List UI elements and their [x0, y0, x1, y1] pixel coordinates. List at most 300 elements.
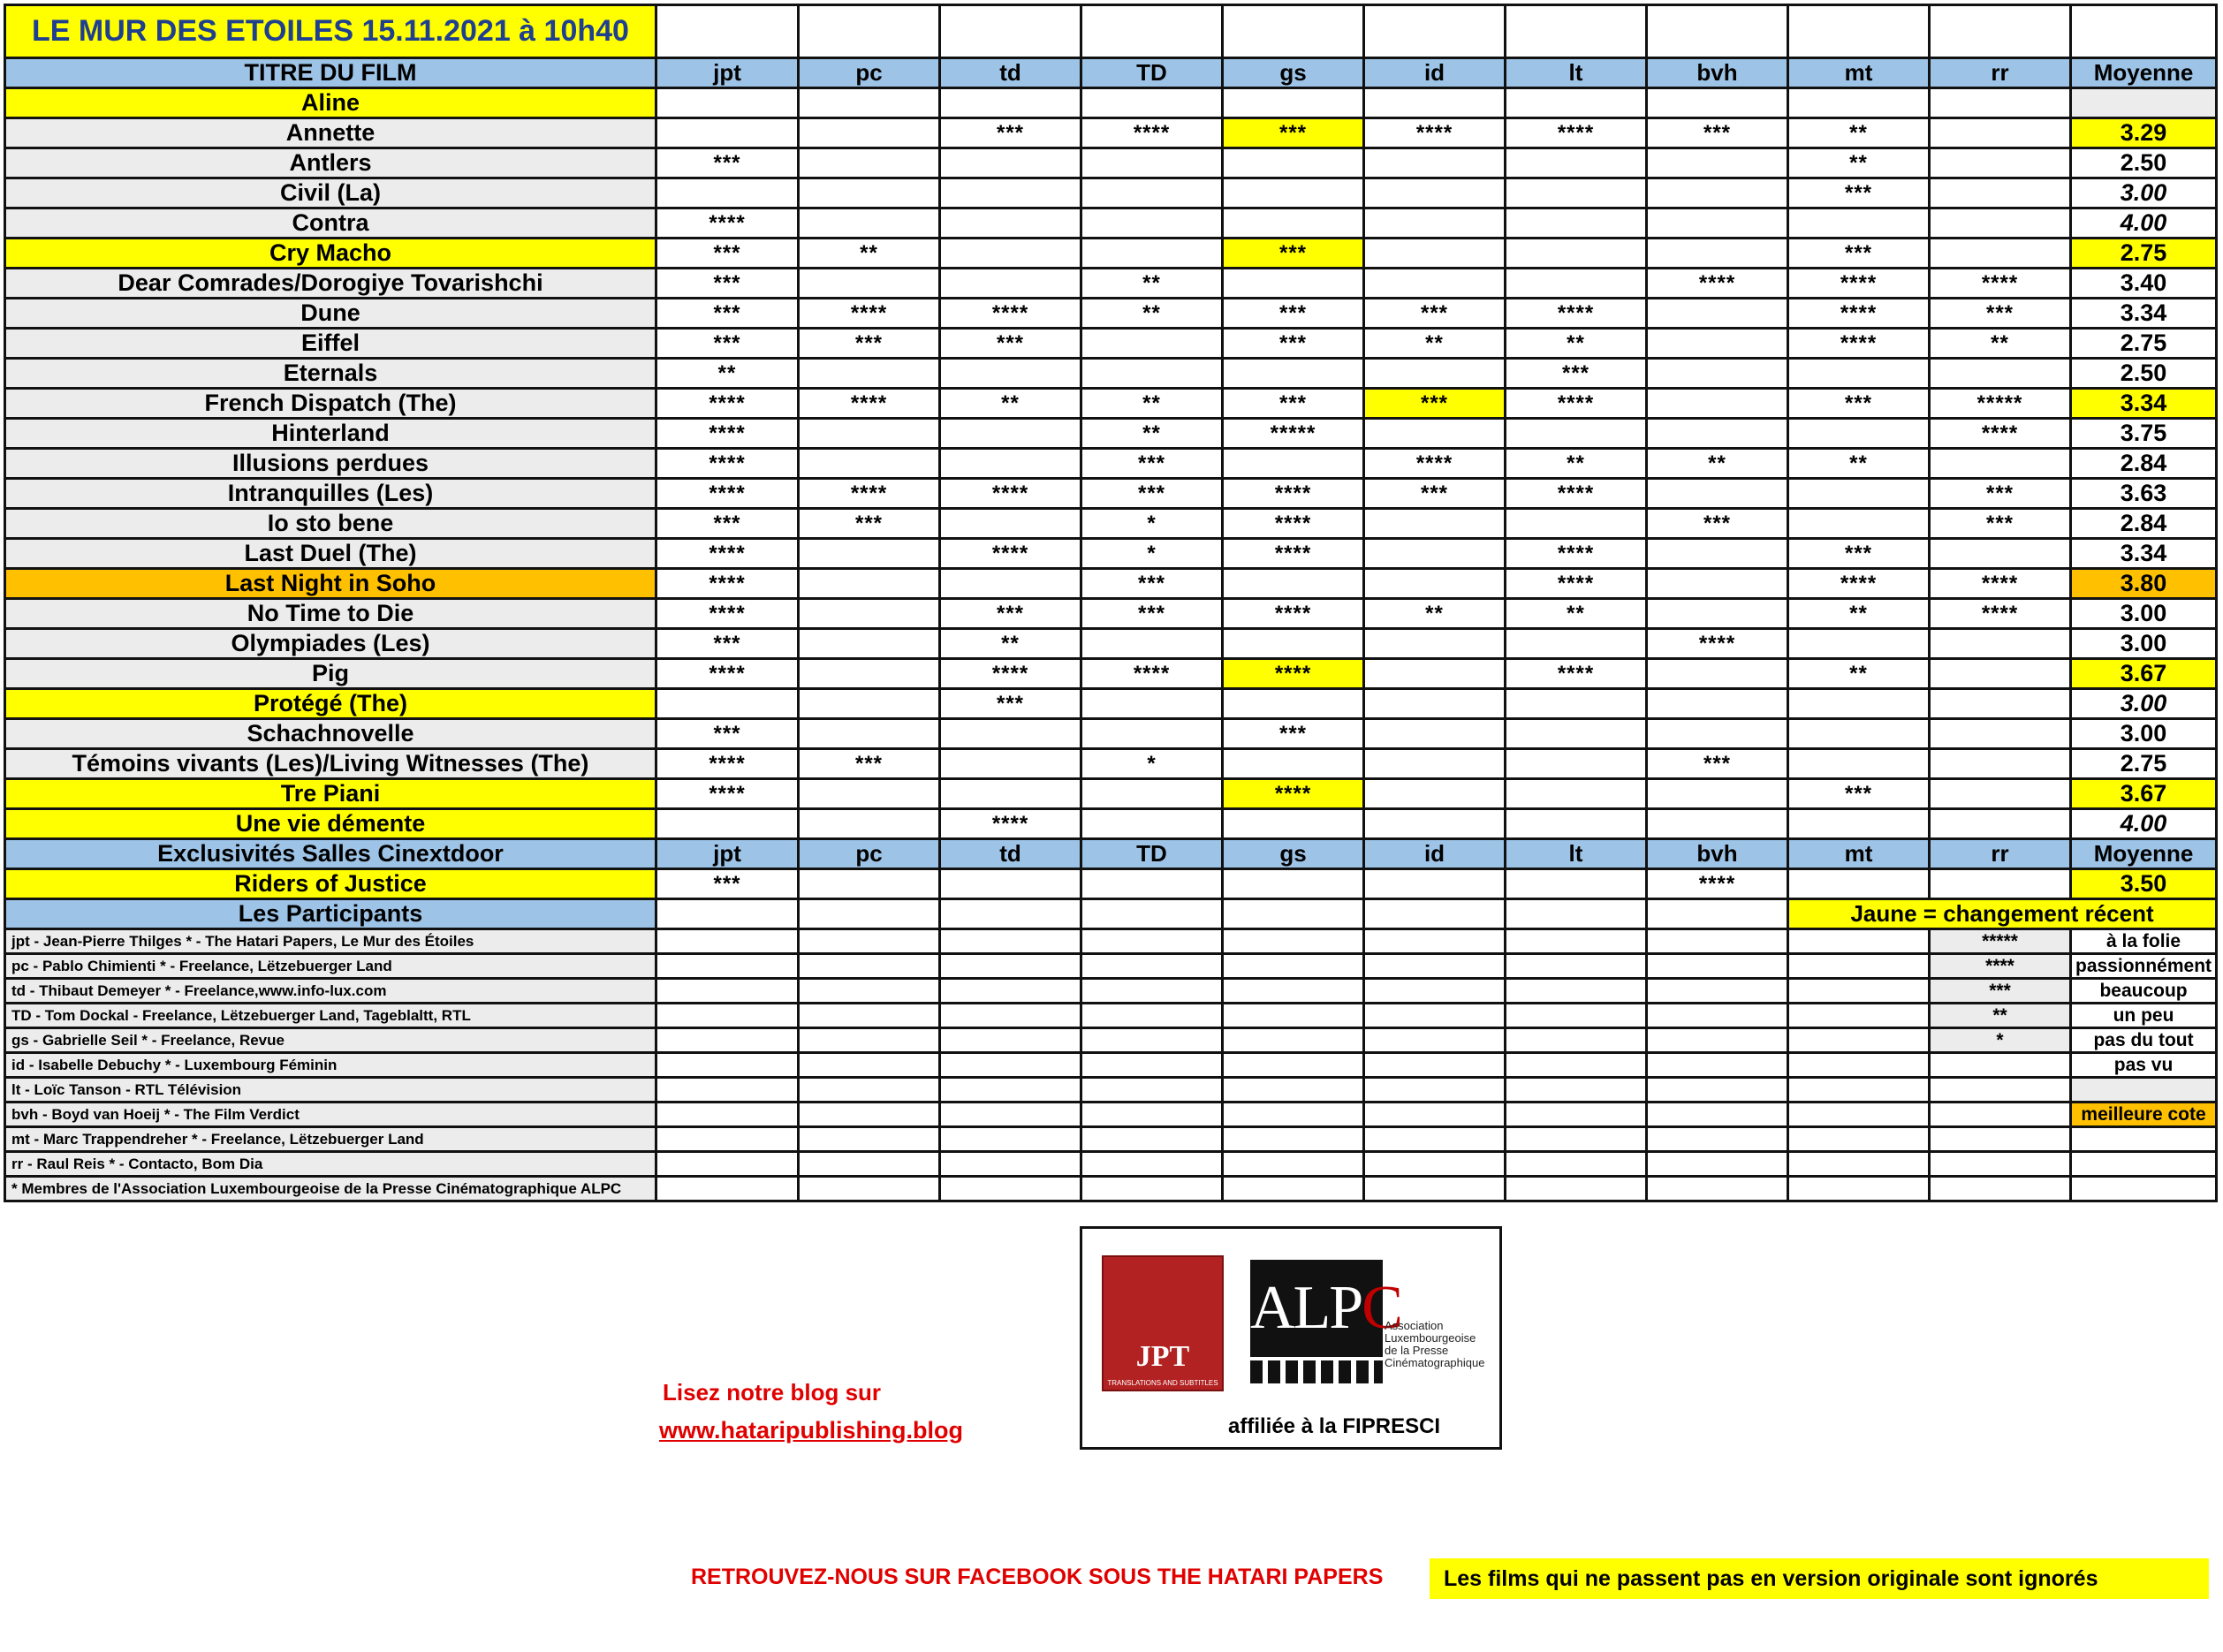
film-title: Contra [5, 208, 656, 239]
rating-cell [1788, 479, 1930, 509]
empty-cell [799, 1177, 940, 1201]
rating-cell [940, 719, 1081, 749]
rating-cell: **** [1788, 569, 1930, 599]
rating-cell [1930, 178, 2071, 208]
rating-cell: *** [1223, 118, 1364, 148]
rating-cell: **** [656, 539, 799, 569]
average-cell: 3.00 [2071, 178, 2217, 208]
rating-cell [1364, 869, 1506, 899]
rating-cell [1647, 148, 1788, 178]
empty-cell [1788, 1028, 1930, 1053]
rating-cell [1364, 629, 1506, 659]
rating-cell [1506, 629, 1647, 659]
rating-cell: **** [1506, 479, 1647, 509]
rating-cell: *** [1647, 118, 1788, 148]
empty-cell [1647, 1004, 1788, 1028]
average-cell: 2.75 [2071, 239, 2217, 269]
rating-cell [1223, 869, 1364, 899]
rating-cell [1506, 719, 1647, 749]
rating-cell [1930, 719, 2071, 749]
rating-cell [1081, 629, 1223, 659]
participant-row [5, 1053, 2217, 1078]
critic-header: gs [1223, 58, 1364, 88]
rating-cell: **** [1930, 569, 2071, 599]
rating-cell: **** [1647, 869, 1788, 899]
rating-cell [1788, 629, 1930, 659]
rating-cell [799, 719, 940, 749]
rating-cell: *** [1788, 239, 1930, 269]
film-title: Une vie démente [5, 809, 656, 839]
rating-cell: *** [1930, 299, 2071, 329]
rating-cell [1647, 689, 1788, 719]
rating-cell: ** [1506, 449, 1647, 479]
rating-cell [940, 269, 1081, 299]
rating-cell [940, 178, 1081, 208]
rating-cell [940, 449, 1081, 479]
legend-stars [1930, 1053, 2071, 1078]
film-title: Antlers [5, 148, 656, 178]
participants-header-row [5, 899, 2217, 929]
empty-cell [1788, 1053, 1930, 1078]
facebook-note: RETROUVEZ-NOUS SUR FACEBOOK SOUS THE HATARI PAPERS [691, 1565, 1384, 1589]
rating-cell [1930, 779, 2071, 809]
critic-header: jpt [656, 839, 799, 869]
empty-cell [1081, 1028, 1223, 1053]
rating-cell: **** [656, 779, 799, 809]
participant-name: id - Isabelle Debuchy * - Luxembourg Féminin [5, 1053, 656, 1078]
film-title: Aline [5, 88, 656, 118]
empty-cell [1364, 1028, 1506, 1053]
empty-cell [799, 1103, 940, 1127]
rating-cell [656, 809, 799, 839]
rating-cell [940, 749, 1081, 779]
rating-cell: *** [1930, 509, 2071, 539]
empty-cell [656, 5, 799, 58]
rating-cell: **** [1647, 269, 1788, 299]
rating-cell: *** [1364, 389, 1506, 419]
alpc-name-line: de la Presse [1385, 1344, 1449, 1357]
rating-cell [1647, 88, 1788, 118]
rating-cell [1223, 629, 1364, 659]
average-cell: 2.75 [2071, 749, 2217, 779]
critic-header: mt [1788, 839, 1930, 869]
film-title: Tre Piani [5, 779, 656, 809]
rating-cell [1647, 419, 1788, 449]
rating-cell [1223, 689, 1364, 719]
critic-header: gs [1223, 839, 1364, 869]
empty-cell [656, 1004, 799, 1028]
rating-cell: **** [1788, 269, 1930, 299]
rating-cell [656, 118, 799, 148]
empty-cell [940, 1053, 1081, 1078]
empty-cell [1506, 1053, 1647, 1078]
rating-cell: ** [1788, 449, 1930, 479]
rating-cell [1506, 269, 1647, 299]
rating-cell: ** [1788, 148, 1930, 178]
empty-cell [1364, 1103, 1506, 1127]
empty-cell [656, 899, 799, 929]
alpc-mark-letters: ALP [1250, 1274, 1362, 1342]
empty-cell [1364, 5, 1506, 58]
empty-cell [656, 954, 799, 979]
rating-cell [799, 599, 940, 629]
rating-cell [1223, 749, 1364, 779]
rating-cell [1506, 419, 1647, 449]
exclusives-header: Exclusivités Salles Cinextdoor [5, 839, 656, 869]
rating-cell [1506, 178, 1647, 208]
rating-cell [1081, 779, 1223, 809]
rating-cell [1364, 148, 1506, 178]
rating-cell [1788, 88, 1930, 118]
empty-cell [1788, 1103, 1930, 1127]
rating-cell [940, 148, 1081, 178]
empty-cell [940, 954, 1081, 979]
rating-cell: **** [799, 479, 940, 509]
rating-cell: *** [799, 749, 940, 779]
rating-cell [1364, 269, 1506, 299]
empty-cell [1081, 929, 1223, 954]
rating-cell [1506, 509, 1647, 539]
empty-cell [1506, 979, 1647, 1004]
rating-cell: *** [799, 509, 940, 539]
rating-cell: *** [1647, 509, 1788, 539]
rating-cell [1647, 809, 1788, 839]
empty-cell [1930, 1078, 2071, 1103]
rating-cell [1788, 869, 1930, 899]
empty-cell [1788, 1078, 1930, 1103]
rating-cell [1364, 88, 1506, 118]
film-title: Témoins vivants (Les)/Living Witnesses (The) [5, 749, 656, 779]
film-strip-icon [1250, 1360, 1383, 1383]
rating-cell: **** [656, 479, 799, 509]
empty-cell [1364, 954, 1506, 979]
film-title: Olympiades (Les) [5, 629, 656, 659]
rating-cell [1647, 659, 1788, 689]
jpt-logo [1102, 1255, 1224, 1391]
rating-cell [799, 689, 940, 719]
empty-cell [1506, 1177, 1647, 1201]
film-row [5, 329, 2217, 359]
film-title: Last Night in Soho [5, 569, 656, 599]
rating-cell [940, 359, 1081, 389]
rating-cell [1506, 689, 1647, 719]
average-cell: 4.00 [2071, 208, 2217, 239]
critic-header: td [940, 839, 1081, 869]
empty-cell [1647, 1078, 1788, 1103]
rating-cell [1081, 689, 1223, 719]
rating-cell: *** [940, 599, 1081, 629]
rating-cell: * [1081, 509, 1223, 539]
empty-cell [1081, 1053, 1223, 1078]
rating-cell [1364, 809, 1506, 839]
empty-cell [1223, 954, 1364, 979]
film-row [5, 539, 2217, 569]
rating-cell [1647, 208, 1788, 239]
rating-cell [1223, 178, 1364, 208]
empty-cell [1364, 929, 1506, 954]
rating-cell: ** [1788, 659, 1930, 689]
legend-stars: ***** [1930, 929, 2071, 954]
rating-cell [1364, 539, 1506, 569]
film-title: Dear Comrades/Dorogiye Tovarishchi [5, 269, 656, 299]
empty-cell [1647, 5, 1788, 58]
rating-cell: **** [656, 208, 799, 239]
participant-row [5, 929, 2217, 954]
average-cell: 2.50 [2071, 148, 2217, 178]
rating-cell: **** [1930, 419, 2071, 449]
rating-cell [1223, 148, 1364, 178]
rating-cell: *** [940, 329, 1081, 359]
rating-cell: **** [1364, 449, 1506, 479]
average-cell: 3.80 [2071, 569, 2217, 599]
rating-cell [940, 419, 1081, 449]
empty-cell [1223, 1177, 1364, 1201]
rating-cell: *** [1788, 178, 1930, 208]
empty-cell [2071, 1127, 2217, 1152]
empty-cell [1081, 1103, 1223, 1127]
film-row [5, 88, 2217, 118]
film-row [5, 479, 2217, 509]
rating-cell [1364, 419, 1506, 449]
participant-name: * Membres de l'Association Luxembourgeoise de la Presse Cinématographique ALPC [5, 1177, 656, 1201]
participant-row [5, 1127, 2217, 1152]
legend-stars: **** [1930, 954, 2071, 979]
empty-cell [1788, 1177, 1930, 1201]
rating-cell: *** [656, 299, 799, 329]
empty-cell [799, 5, 940, 58]
legend-stars: * [1930, 1028, 2071, 1053]
average-cell: 4.00 [2071, 809, 2217, 839]
alpc-logo-mark [1250, 1260, 1401, 1357]
film-row [5, 299, 2217, 329]
critic-header: rr [1930, 839, 2071, 869]
rating-cell: *** [1223, 719, 1364, 749]
rating-cell: ** [1081, 299, 1223, 329]
empty-cell [1930, 1103, 2071, 1127]
empty-cell [1788, 954, 1930, 979]
film-title: Dune [5, 299, 656, 329]
rating-cell: **** [1223, 659, 1364, 689]
rating-cell: *** [1223, 389, 1364, 419]
film-row [5, 419, 2217, 449]
rating-cell [1647, 599, 1788, 629]
empty-cell [940, 979, 1081, 1004]
rating-cell [1223, 449, 1364, 479]
rating-cell: **** [656, 749, 799, 779]
rating-cell: *** [656, 869, 799, 899]
empty-cell [1788, 1152, 1930, 1177]
rating-cell [799, 178, 940, 208]
alpc-logo [1250, 1260, 1498, 1388]
rating-cell [1223, 809, 1364, 839]
rating-cell [1081, 719, 1223, 749]
rating-cell [1647, 178, 1788, 208]
empty-cell [1506, 954, 1647, 979]
legend-label: passionnément [2071, 954, 2217, 979]
empty-cell [1647, 1103, 1788, 1127]
film-title: Illusions perdues [5, 449, 656, 479]
empty-cell [1364, 1177, 1506, 1201]
page-title: LE MUR DES ETOILES 15.11.2021 à 10h40 [5, 5, 656, 58]
empty-cell [1223, 5, 1364, 58]
participant-row [5, 1004, 2217, 1028]
empty-cell [1364, 979, 1506, 1004]
rating-cell [1647, 239, 1788, 269]
legend-label: pas vu [2071, 1053, 2217, 1078]
rating-cell: *** [656, 148, 799, 178]
logos-panel [1080, 1226, 1502, 1450]
empty-cell [1788, 929, 1930, 954]
empty-cell [656, 1152, 799, 1177]
blog-label: Lisez notre blog sur [663, 1379, 882, 1406]
empty-cell [799, 1053, 940, 1078]
rating-cell: *** [656, 719, 799, 749]
rating-cell [1930, 689, 2071, 719]
empty-cell [1223, 1004, 1364, 1028]
empty-cell [799, 979, 940, 1004]
rating-cell [940, 569, 1081, 599]
alpc-name-line: Cinématographique [1385, 1356, 1485, 1369]
rating-cell [1647, 539, 1788, 569]
empty-cell [940, 1152, 1081, 1177]
rating-cell: *** [1223, 239, 1364, 269]
average-cell: 3.34 [2071, 299, 2217, 329]
rating-cell: *** [656, 509, 799, 539]
average-cell: 2.75 [2071, 329, 2217, 359]
rating-cell: *** [1223, 329, 1364, 359]
rating-cell [1223, 88, 1364, 118]
rating-cell: *** [1364, 479, 1506, 509]
average-cell [2071, 88, 2217, 118]
participant-row [5, 1028, 2217, 1053]
film-row [5, 178, 2217, 208]
rating-cell: *** [1223, 299, 1364, 329]
rating-cell: **** [1223, 509, 1364, 539]
empty-cell [799, 1078, 940, 1103]
empty-cell [1506, 929, 1647, 954]
rating-cell: **** [1930, 269, 2071, 299]
rating-cell: *** [656, 329, 799, 359]
film-row [5, 509, 2217, 539]
rating-cell: *** [1647, 749, 1788, 779]
rating-cell: **** [1647, 629, 1788, 659]
film-row [5, 749, 2217, 779]
rating-cell: *** [1364, 299, 1506, 329]
empty-cell [1081, 1177, 1223, 1201]
rating-cell: **** [940, 539, 1081, 569]
rating-cell: **** [1506, 389, 1647, 419]
film-row [5, 779, 2217, 809]
rating-cell [1930, 659, 2071, 689]
rating-cell [1223, 208, 1364, 239]
empty-cell [2071, 5, 2217, 58]
rating-cell [1506, 779, 1647, 809]
average-cell: 2.84 [2071, 509, 2217, 539]
empty-cell [799, 1028, 940, 1053]
film-row [5, 719, 2217, 749]
rating-cell: **** [1506, 539, 1647, 569]
rating-cell [1930, 359, 2071, 389]
empty-cell [940, 1127, 1081, 1152]
exclusives-header-row [5, 839, 2217, 869]
average-header: Moyenne [2071, 58, 2217, 88]
empty-cell [1647, 979, 1788, 1004]
average-cell: 3.67 [2071, 659, 2217, 689]
film-title: Annette [5, 118, 656, 148]
rating-cell [799, 539, 940, 569]
rating-cell: **** [656, 659, 799, 689]
empty-cell [1647, 1028, 1788, 1053]
empty-cell [1647, 1152, 1788, 1177]
rating-cell [1647, 329, 1788, 359]
empty-cell [2071, 1177, 2217, 1201]
empty-cell [656, 1103, 799, 1127]
alpc-mark-accent-letter: C [1362, 1274, 1401, 1342]
rating-cell [1647, 569, 1788, 599]
empty-cell [1081, 1152, 1223, 1177]
title-row [5, 5, 2217, 58]
critic-header: pc [799, 839, 940, 869]
rating-cell [1081, 329, 1223, 359]
rating-cell: *** [1081, 449, 1223, 479]
rating-cell: **** [940, 809, 1081, 839]
film-row [5, 118, 2217, 148]
rating-cell [1647, 779, 1788, 809]
rating-cell: **** [1223, 779, 1364, 809]
fipresci-affiliation: affiliée à la FIPRESCI [1228, 1414, 1441, 1438]
ratings-table [4, 4, 2218, 1202]
empty-cell [940, 1028, 1081, 1053]
empty-cell [656, 979, 799, 1004]
empty-cell [1081, 5, 1223, 58]
legend-label: pas du tout [2071, 1028, 2217, 1053]
film-title: Riders of Justice [5, 869, 656, 899]
rating-cell: **** [656, 389, 799, 419]
legend-stars: ** [1930, 1004, 2071, 1028]
empty-cell [656, 1028, 799, 1053]
film-row [5, 389, 2217, 419]
blog-link[interactable]: www.hataripublishing.blog [659, 1417, 963, 1444]
empty-cell [1788, 979, 1930, 1004]
empty-cell [1364, 1078, 1506, 1103]
average-cell: 3.67 [2071, 779, 2217, 809]
legend-label: un peu [2071, 1004, 2217, 1028]
empty-cell [1364, 1053, 1506, 1078]
rating-cell: **** [799, 299, 940, 329]
film-title: Hinterland [5, 419, 656, 449]
rating-cell: ** [1647, 449, 1788, 479]
rating-cell [799, 659, 940, 689]
rating-cell: ** [1506, 329, 1647, 359]
rating-cell: **** [1223, 539, 1364, 569]
empty-cell [1506, 1103, 1647, 1127]
rating-cell [1364, 749, 1506, 779]
rating-cell [1506, 148, 1647, 178]
average-cell: 3.34 [2071, 389, 2217, 419]
rating-cell: *** [1506, 359, 1647, 389]
rating-cell [1223, 269, 1364, 299]
rating-cell: *** [1081, 599, 1223, 629]
rating-cell [940, 509, 1081, 539]
rating-cell [1506, 208, 1647, 239]
empty-cell [1647, 929, 1788, 954]
recent-change-legend: Jaune = changement récent [1788, 899, 2217, 929]
empty-cell [799, 1152, 940, 1177]
rating-cell [799, 449, 940, 479]
rating-cell [1364, 208, 1506, 239]
average-cell: 3.00 [2071, 719, 2217, 749]
rating-cell [1081, 239, 1223, 269]
